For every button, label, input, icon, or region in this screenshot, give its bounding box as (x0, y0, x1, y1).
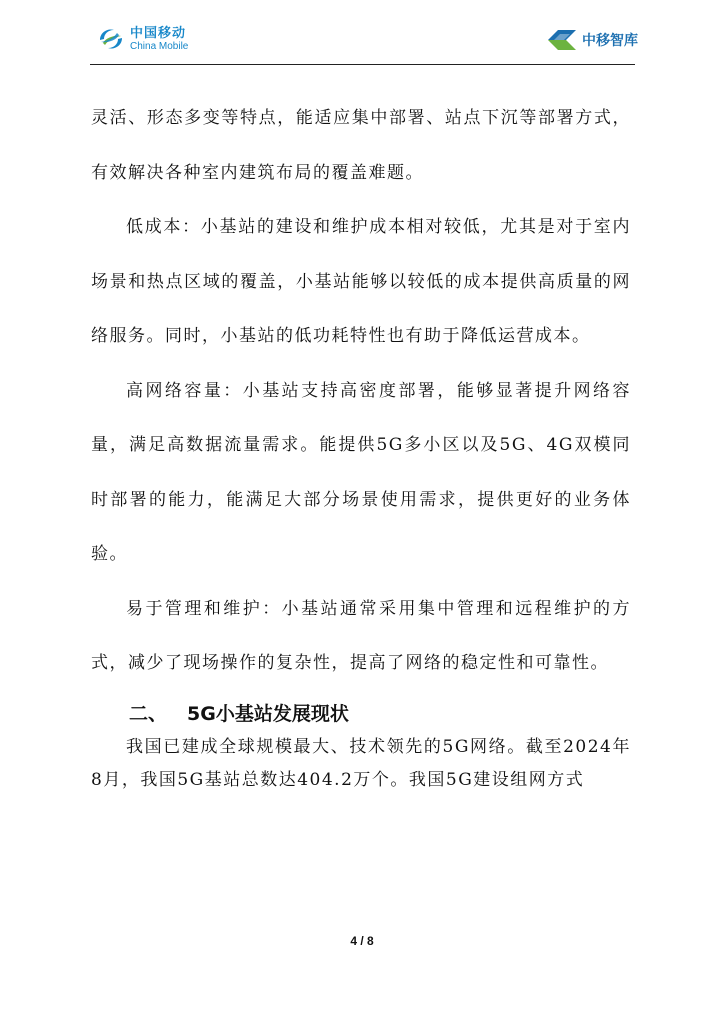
paragraph-5: 我国已建成全球规模最大、技术领先的5G网络。截至2024年8月，我国5G基站总数达404.2万个。我国5G建设组网方式 (91, 736, 631, 790)
paragraph-2: 低成本：小基站的建设和维护成本相对较低，尤其是对于室内场景和热点区域的覆盖，小基站能够以较低的成本提供高质量的网络服务。同时，小基站的低功耗特性也有助于降低运营成本。 (91, 217, 631, 346)
section-number: 二、 (129, 702, 168, 725)
section-heading (91, 697, 631, 731)
left-logo-en: China Mobile (130, 40, 189, 52)
paragraph-1: 灵活、形态多变等特点，能适应集中部署、站点下沉等部署方式，有效解决各种室内建筑布局的覆盖难题。 (91, 108, 631, 183)
header-divider (90, 64, 635, 65)
paragraph-4: 易于管理和维护：小基站通常采用集中管理和远程维护的方式，减少了现场操作的复杂性，提高了网络的稳定性和可靠性。 (91, 598, 631, 673)
china-mobile-logo-icon (96, 24, 126, 54)
section-title: 5G小基站发展现状 (187, 702, 349, 725)
china-mobile-logo (96, 24, 188, 54)
page-header (0, 0, 724, 70)
zhiku-logo-icon (546, 26, 578, 54)
document-body (91, 91, 631, 797)
page-number: 4 / 8 (350, 934, 374, 948)
left-logo-cn: 中国移动 (130, 25, 187, 41)
right-logo-text: 中移智库 (582, 33, 638, 49)
paragraph-3: 高网络容量：小基站支持高密度部署，能够显著提升网络容量，满足高数据流量需求。能提供5G多小区以及5G、4G双模同时部署的能力，能满足大部分场景使用需求，提供更好的业务体验。 (91, 380, 631, 564)
zhiku-logo (546, 26, 638, 54)
